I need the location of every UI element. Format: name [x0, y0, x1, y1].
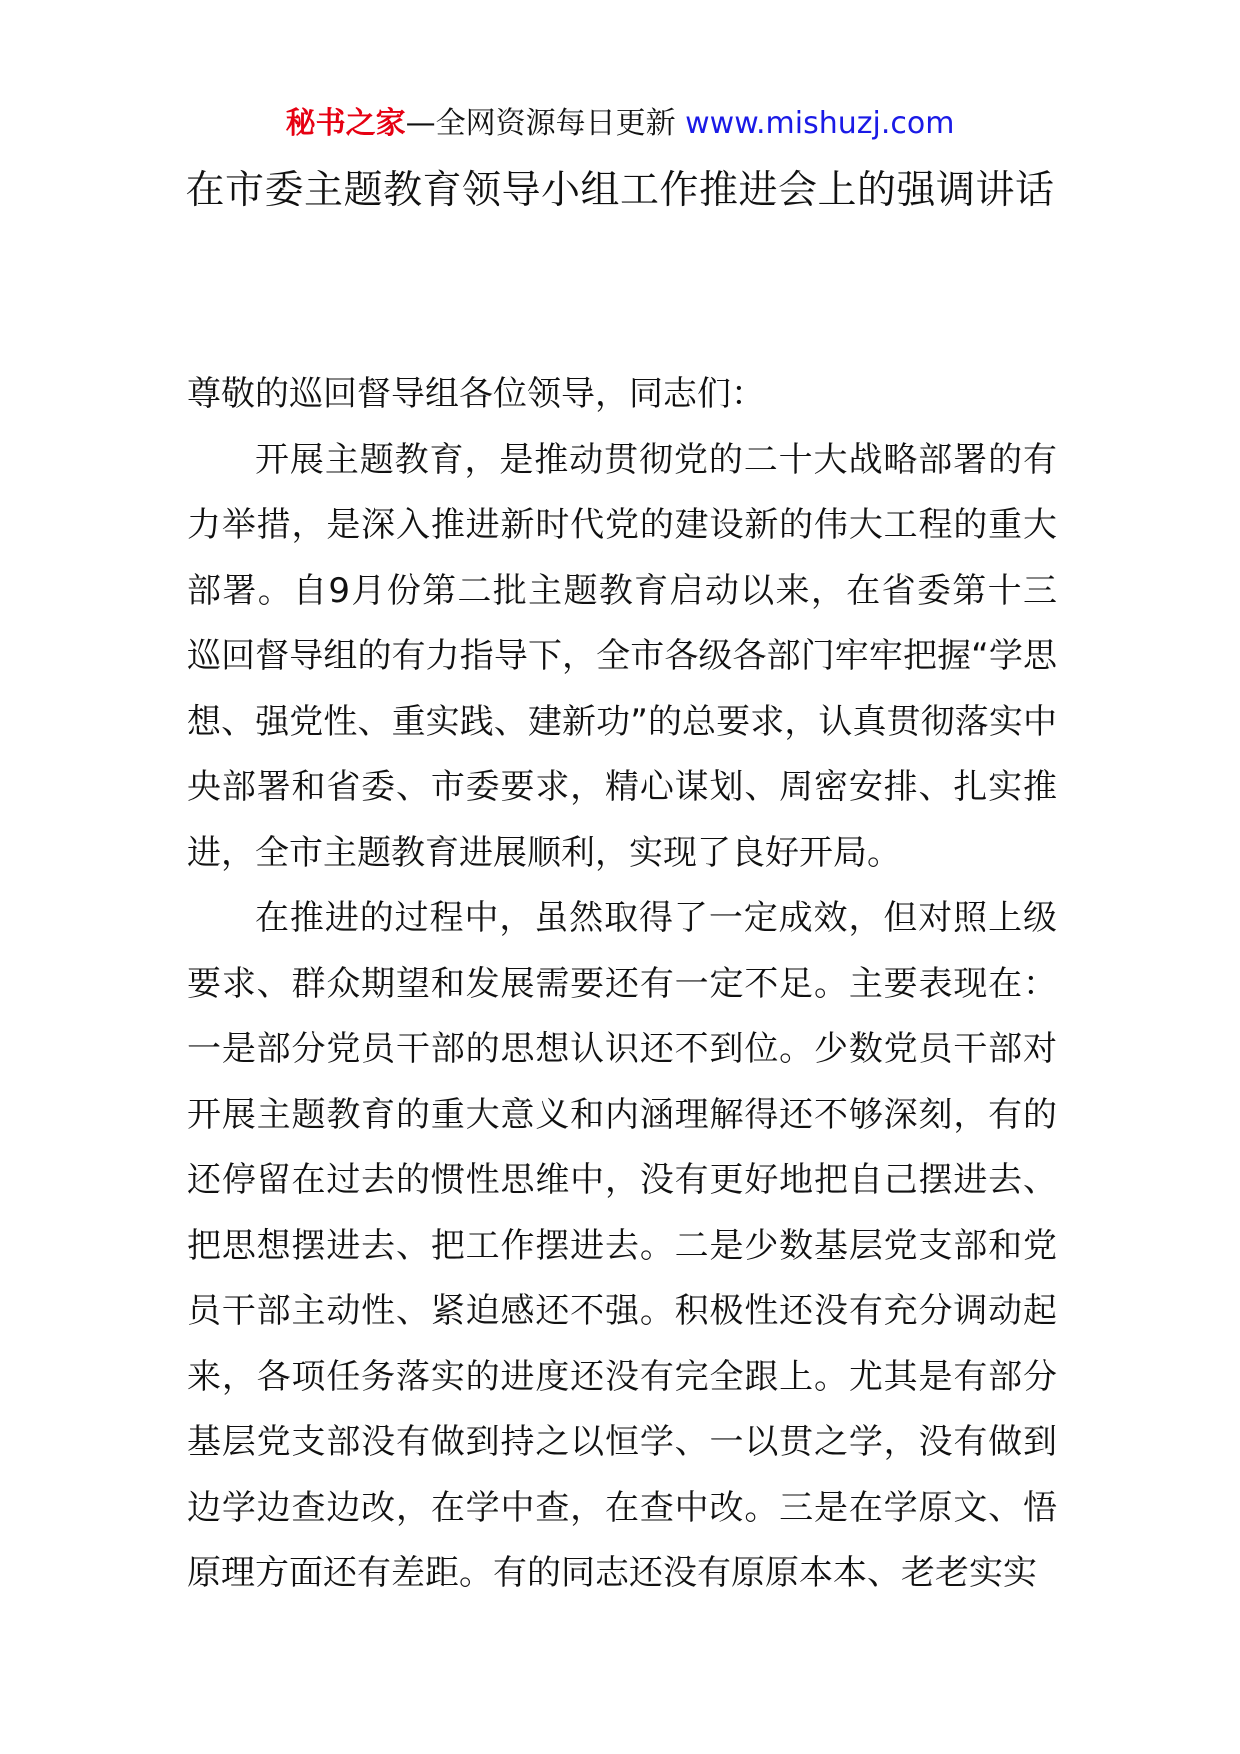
- paragraph-2: 在推进的过程中，虽然取得了一定成效，但对照上级要求、群众期望和发展需要还有一定不足。主要表现在：一是部分党员干部的思想认识还不到位。少数党员干部对开展主题教育的重大意义和内涵理解得还不够深刻，有的还停留在过去的惯性思维中，没有更好地把自己摆进去、把思想摆进去、把工作摆进去。二是少数基层党支部和党员干部主动性、紧迫感还不强。积极性还没有充分调动起来，各项任务落实的进度还没有完全跟上。尤其是有部分基层党支部没有做到持之以恒学、一以贯之学，没有做到边学边查边改，在学中查，在查中改。三是在学原文、悟原理方面还有差距。有的同志还没有原原本本、老老实实: [187, 898, 1057, 1593]
- document-title: 在市委主题教育领导小组工作推进会上的强调讲话: [185, 168, 1055, 213]
- site-url-link[interactable]: www.mishuzj.com: [685, 106, 955, 141]
- paragraph-1: 开展主题教育，是推动贯彻党的二十大战略部署的有力举措，是深入推进新时代党的建设新的伟大工程的重大部署。自9月份第二批主题教育启动以来，在省委第十三巡回督导组的有力指导下，全市各级各部门牢牢把握“学思想、强党性、重实践、建新功”的总要求，认真贯彻落实中央部署和省委、市委要求，精心谋划、周密安排、扎实推进，全市主题教育进展顺利，实现了良好开局。: [187, 439, 1057, 873]
- salutation: 尊敬的巡回督导组各位领导，同志们：: [187, 374, 765, 414]
- brand-name: 秘书之家: [285, 106, 406, 141]
- header-slogan: —全网资源每日更新: [405, 106, 676, 141]
- site-header: [0, 100, 1240, 148]
- document-body: [187, 362, 1057, 1607]
